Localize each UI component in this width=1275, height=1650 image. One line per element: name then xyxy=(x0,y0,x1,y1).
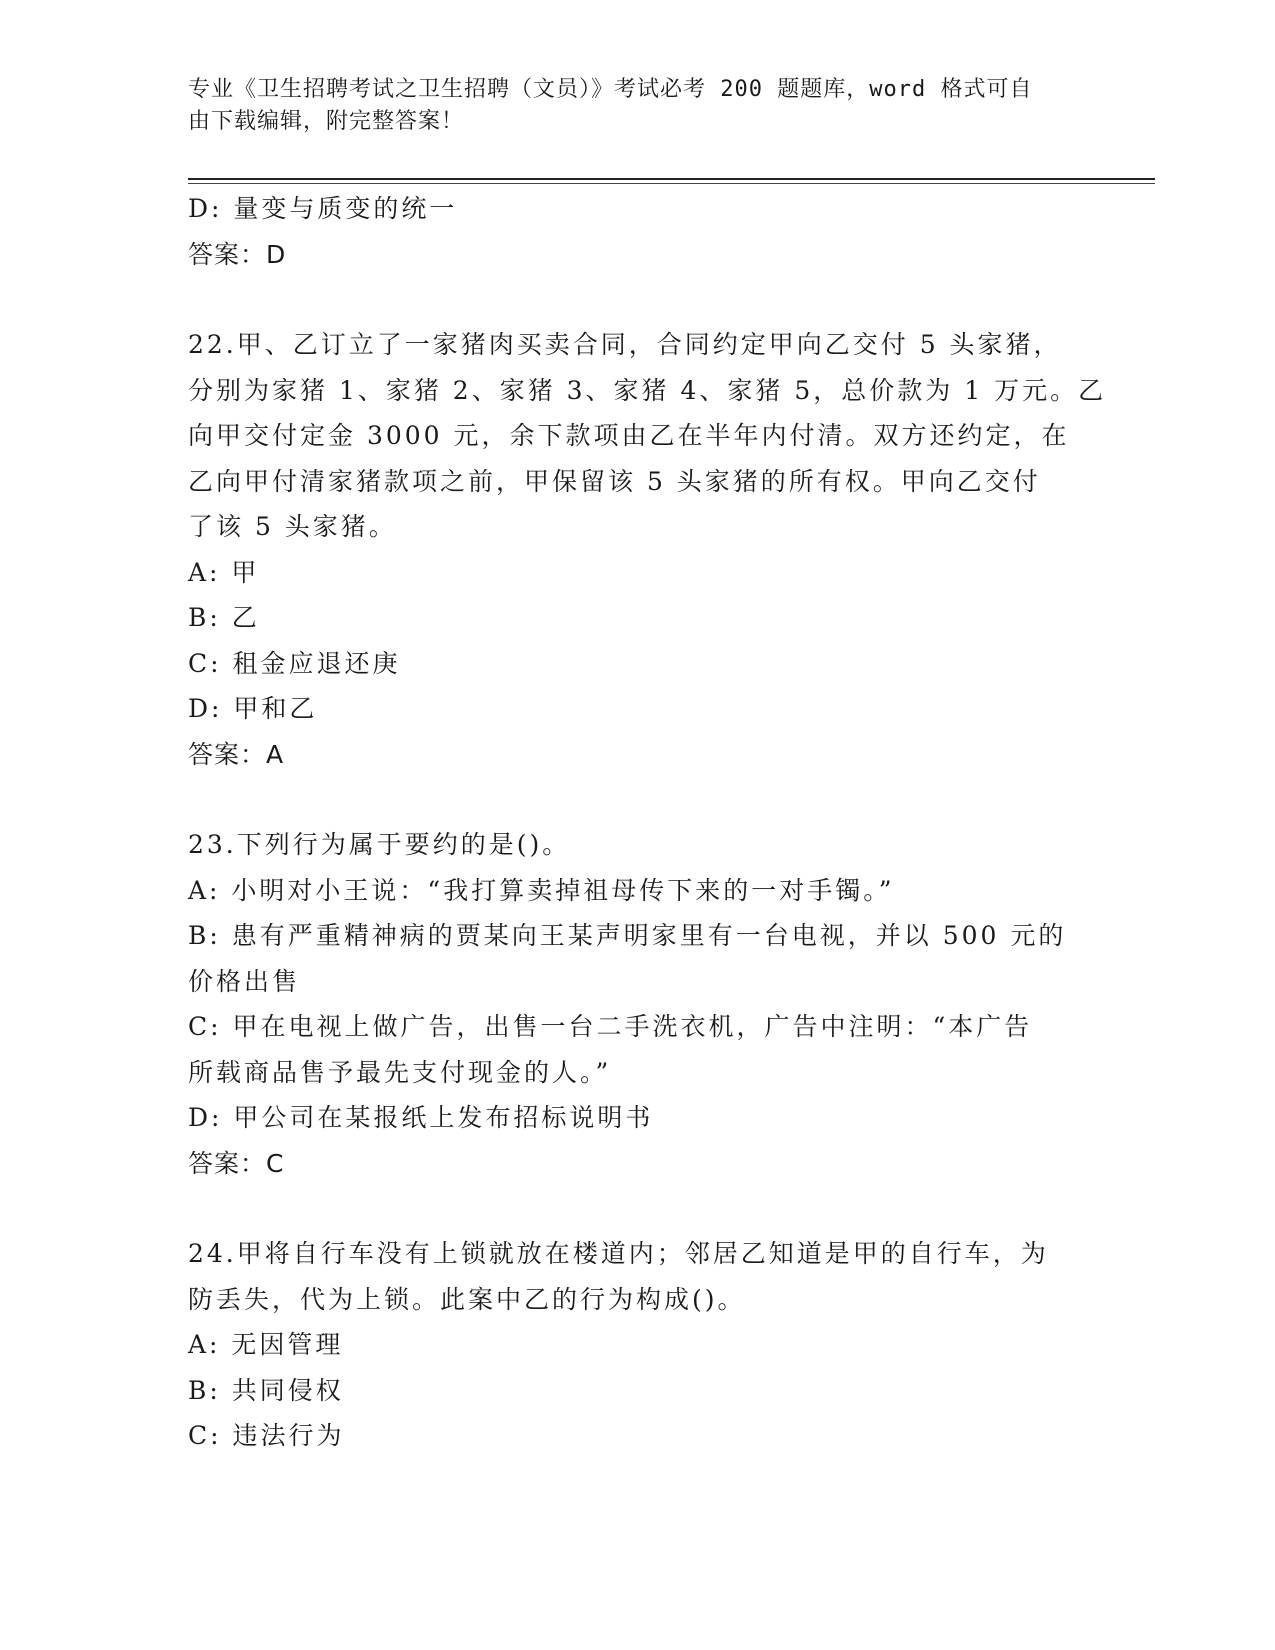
question-stem-line: 23.下列行为属于要约的是()。 xyxy=(188,830,571,859)
option-d: D: 甲和乙 xyxy=(188,694,318,723)
header-line-1: 专业《卫生招聘考试之卫生招聘（文员）》考试必考 200 题题库，word 格式可自 xyxy=(188,77,1033,102)
answer-line: 答案：D xyxy=(188,239,287,269)
header-line-2: 由下载编辑，附完整答案！ xyxy=(188,109,465,134)
question-stem-line: 乙向甲付清家猪款项之前，甲保留该 5 头家猪的所有权。甲向乙交付 xyxy=(188,466,1041,496)
header-divider-thick xyxy=(188,178,1155,180)
document-header xyxy=(188,74,1068,138)
question-23 xyxy=(188,822,1088,1186)
option-a: A: 甲 xyxy=(188,557,260,587)
option-a: A: 小明对小王说：“我打算卖掉祖母传下来的一对手镯。” xyxy=(188,875,895,905)
option-c-continued: 所载商品售予最先支付现金的人。” xyxy=(188,1057,612,1087)
answer-line: 答案：C xyxy=(188,1148,285,1178)
question-stem-line: 防丢失，代为上锁。此案中乙的行为构成()。 xyxy=(188,1284,746,1314)
option-d: D: 甲公司在某报纸上发布招标说明书 xyxy=(188,1103,654,1132)
question-stem-line: 分别为家猪 1、家猪 2、家猪 3、家猪 4、家猪 5，总价款为 1 万元。乙 xyxy=(188,375,1107,405)
option-b-continued: 价格出售 xyxy=(188,966,301,996)
option-b: B: 共同侵权 xyxy=(188,1375,344,1405)
question-stem-line: 22.甲、乙订立了一家猪肉买卖合同，合同约定甲向乙交付 5 头家猪， xyxy=(188,330,1062,359)
header-divider-thin xyxy=(188,183,1155,184)
question-stem-line: 向甲交付定金 3000 元，余下款项由乙在半年内付清。双方还约定，在 xyxy=(188,421,1070,450)
prev-question-tail xyxy=(188,186,1088,277)
question-24 xyxy=(188,1231,1088,1459)
question-22 xyxy=(188,322,1107,777)
question-stem-line: 24.甲将自行车没有上锁就放在楼道内；邻居乙知道是甲的自行车，为 xyxy=(188,1239,1049,1268)
option-d: D: 量变与质变的统一 xyxy=(188,194,458,223)
option-c: C: 违法行为 xyxy=(188,1421,345,1450)
document-body xyxy=(188,186,1107,1459)
answer-line: 答案：A xyxy=(188,739,285,769)
option-b: B: 患有严重精神病的贾某向王某声明家里有一台电视，并以 500 元的 xyxy=(188,921,1067,950)
option-c: C: 租金应退还庚 xyxy=(188,648,401,678)
option-a: A: 无因管理 xyxy=(188,1330,344,1359)
option-b: B: 乙 xyxy=(188,603,260,632)
question-stem-line: 了该 5 头家猪。 xyxy=(188,512,397,541)
option-c: C: 甲在电视上做广告，出售一台二手洗衣机，广告中注明：“本广告 xyxy=(188,1012,1033,1041)
